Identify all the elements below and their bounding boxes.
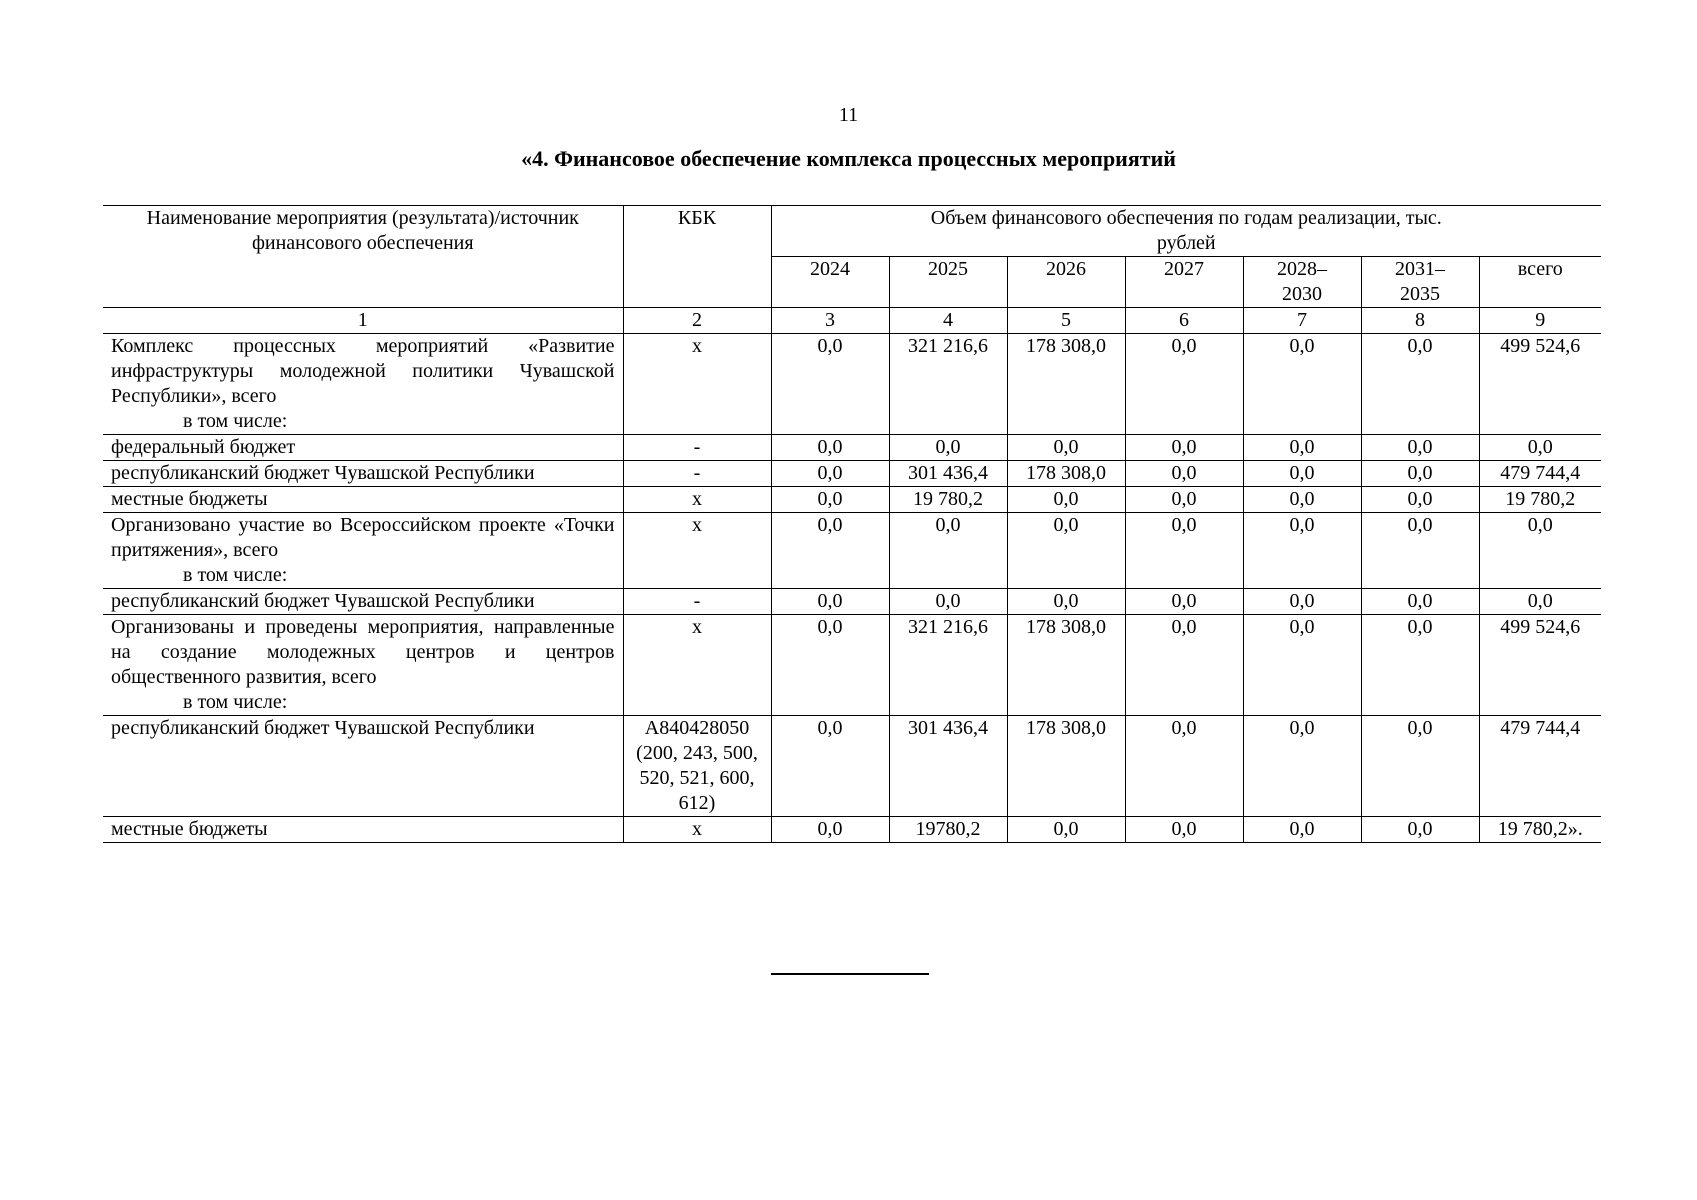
row-value: 0,0 — [1361, 461, 1479, 487]
row-kbk: - — [623, 589, 771, 615]
column-number-9: 9 — [1479, 308, 1601, 334]
row-value: 0,0 — [1243, 435, 1361, 461]
row-value: 499 524,6 — [1479, 615, 1601, 716]
row-kbk: х — [623, 615, 771, 716]
table-row — [103, 461, 1601, 487]
row-kbk: х — [623, 817, 771, 843]
row-value: 19780,2 — [889, 817, 1007, 843]
column-number-3: 3 — [771, 308, 889, 334]
row-value: 0,0 — [1243, 334, 1361, 435]
row-value: 0,0 — [771, 435, 889, 461]
row-value: 0,0 — [1479, 435, 1601, 461]
row-kbk: - — [623, 461, 771, 487]
row-value: 178 308,0 — [1007, 716, 1125, 817]
row-value: 0,0 — [771, 589, 889, 615]
table-row — [103, 435, 1601, 461]
table-row — [103, 487, 1601, 513]
row-value: 0,0 — [1361, 589, 1479, 615]
row-value: 0,0 — [1125, 334, 1243, 435]
header-year-3: 2026 — [1007, 257, 1125, 308]
row-value: 0,0 — [889, 589, 1007, 615]
financing-table — [103, 205, 1601, 843]
row-value: 0,0 — [1243, 817, 1361, 843]
row-value: 0,0 — [1125, 513, 1243, 589]
row-value: 19 780,2 — [1479, 487, 1601, 513]
row-value: 0,0 — [1243, 513, 1361, 589]
row-value: 321 216,6 — [889, 334, 1007, 435]
row-value: 0,0 — [771, 817, 889, 843]
row-value: 0,0 — [1125, 589, 1243, 615]
row-subtitle: в том числе: — [183, 410, 288, 432]
row-value: 0,0 — [1479, 589, 1601, 615]
table-row — [103, 716, 1601, 817]
row-name: федеральный бюджет — [111, 436, 296, 458]
row-value: 0,0 — [771, 461, 889, 487]
row-value: 0,0 — [1125, 435, 1243, 461]
row-subtitle: в том числе: — [183, 691, 288, 713]
table-row — [103, 513, 1601, 589]
row-value: 0,0 — [1125, 461, 1243, 487]
row-kbk: х — [623, 513, 771, 589]
row-value: 0,0 — [889, 513, 1007, 589]
row-value: 0,0 — [1243, 589, 1361, 615]
row-value: 0,0 — [1125, 487, 1243, 513]
row-value: 479 744,4 — [1479, 461, 1601, 487]
row-value: 0,0 — [1361, 513, 1479, 589]
header-year-2: 2025 — [889, 257, 1007, 308]
row-name-cell — [103, 487, 623, 513]
row-name-cell — [103, 435, 623, 461]
row-kbk: - — [623, 435, 771, 461]
column-number-5: 5 — [1007, 308, 1125, 334]
row-value: 0,0 — [771, 487, 889, 513]
row-name-cell — [103, 716, 623, 817]
row-value: 0,0 — [1007, 817, 1125, 843]
column-number-1: 1 — [103, 308, 623, 334]
table-row — [103, 589, 1601, 615]
row-value: 0,0 — [1243, 461, 1361, 487]
row-name: местные бюджеты — [111, 818, 268, 840]
column-number-row — [103, 308, 1601, 334]
row-kbk: х — [623, 487, 771, 513]
row-name-cell — [103, 461, 623, 487]
row-value: 0,0 — [1361, 716, 1479, 817]
row-name-cell — [103, 817, 623, 843]
column-number-2: 2 — [623, 308, 771, 334]
row-name-cell — [103, 615, 623, 716]
column-number-8: 8 — [1361, 308, 1479, 334]
row-name: Организовано участие во Всероссийском проекте «Точки притяжения», всего — [111, 514, 615, 561]
row-subtitle: в том числе: — [183, 564, 288, 586]
table-row — [103, 334, 1601, 435]
row-value: 321 216,6 — [889, 615, 1007, 716]
footer-separator-line — [771, 973, 929, 975]
row-value: 301 436,4 — [889, 461, 1007, 487]
row-value: 0,0 — [1007, 513, 1125, 589]
row-value: 0,0 — [771, 513, 889, 589]
column-number-6: 6 — [1125, 308, 1243, 334]
row-name-cell — [103, 513, 623, 589]
row-name: Организованы и проведены мероприятия, направленные на создание молодежных центров и центров общественного развития, всего — [111, 616, 615, 688]
row-value: 19 780,2». — [1479, 817, 1601, 843]
row-name-cell — [103, 334, 623, 435]
row-value: 0,0 — [771, 334, 889, 435]
table-row — [103, 817, 1601, 843]
column-number-4: 4 — [889, 308, 1007, 334]
row-name: республиканский бюджет Чувашской Республики — [111, 590, 535, 612]
row-value: 0,0 — [1007, 487, 1125, 513]
row-value: 0,0 — [771, 615, 889, 716]
row-value: 499 524,6 — [1479, 334, 1601, 435]
row-name-cell — [103, 589, 623, 615]
row-value: 0,0 — [1243, 615, 1361, 716]
row-value: 0,0 — [1361, 817, 1479, 843]
table-body — [103, 334, 1601, 843]
table-row — [103, 615, 1601, 716]
header-year-7: всего — [1479, 257, 1601, 308]
row-value: 0,0 — [1361, 334, 1479, 435]
row-value: 0,0 — [1007, 435, 1125, 461]
header-year-5: 2028– 2030 — [1243, 257, 1361, 308]
row-value: 0,0 — [771, 716, 889, 817]
row-name: республиканский бюджет Чувашской Республики — [111, 717, 535, 739]
row-value: 178 308,0 — [1007, 461, 1125, 487]
header-year-1: 2024 — [771, 257, 889, 308]
row-name: республиканский бюджет Чувашской Республики — [111, 462, 535, 484]
header-kbk: КБК — [623, 206, 771, 308]
header-row-top — [103, 206, 1601, 257]
row-value: 301 436,4 — [889, 716, 1007, 817]
header-year-6: 2031– 2035 — [1361, 257, 1479, 308]
row-value: 178 308,0 — [1007, 615, 1125, 716]
header-year-4: 2027 — [1125, 257, 1243, 308]
section-title: «4. Финансовое обеспечение комплекса процессных мероприятий — [521, 146, 1176, 171]
row-value: 178 308,0 — [1007, 334, 1125, 435]
row-name: местные бюджеты — [111, 488, 268, 510]
row-value: 0,0 — [1243, 716, 1361, 817]
row-name: Комплекс процессных мероприятий «Развитие инфраструктуры молодежной политики Чувашской Республики», всего — [111, 335, 615, 407]
header-name: Наименование мероприятия (результата)/источник финансового обеспечения — [103, 206, 623, 308]
row-value: 0,0 — [1007, 589, 1125, 615]
row-kbk: А840428050 (200, 243, 500, 520, 521, 600, 612) — [623, 716, 771, 817]
column-number-7: 7 — [1243, 308, 1361, 334]
row-value: 0,0 — [1479, 513, 1601, 589]
row-value: 0,0 — [1125, 615, 1243, 716]
header-volume: Объем финансового обеспечения по годам реализации, тыс. рублей — [771, 206, 1601, 257]
row-value: 0,0 — [1125, 817, 1243, 843]
row-value: 0,0 — [1243, 487, 1361, 513]
row-value: 0,0 — [889, 435, 1007, 461]
row-kbk: х — [623, 334, 771, 435]
row-value: 0,0 — [1125, 716, 1243, 817]
row-value: 19 780,2 — [889, 487, 1007, 513]
row-value: 479 744,4 — [1479, 716, 1601, 817]
row-value: 0,0 — [1361, 615, 1479, 716]
row-value: 0,0 — [1361, 487, 1479, 513]
row-value: 0,0 — [1361, 435, 1479, 461]
page-number: 11 — [838, 104, 859, 126]
